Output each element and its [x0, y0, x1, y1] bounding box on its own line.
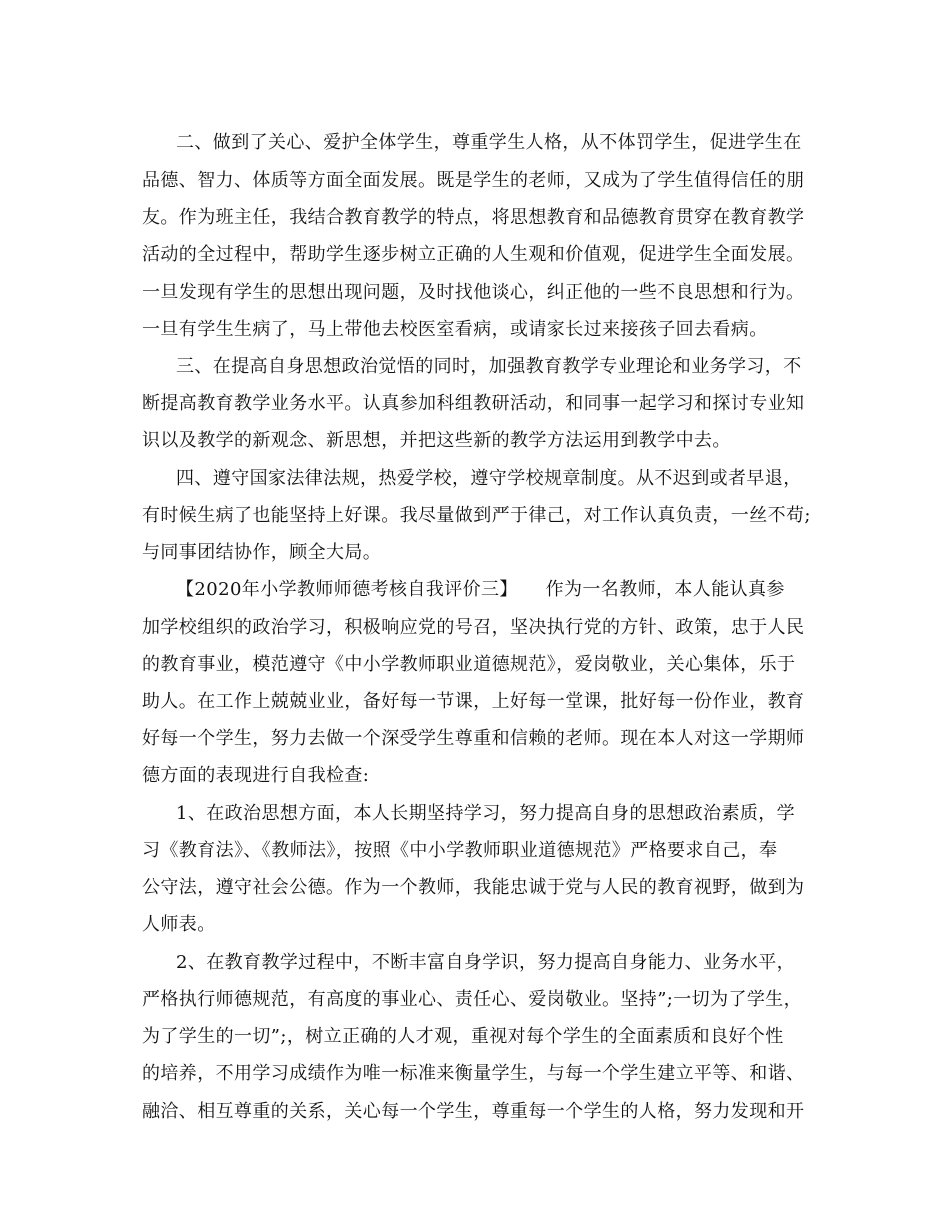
text-line: 断提高教育教学业务水平。认真参加科组教研活动，和同事一起学习和探讨专业知	[142, 393, 805, 414]
text-line: 一旦有学生生病了，马上带他去校医室看病，或请家长过来接孩子回去看病。	[142, 319, 768, 340]
text-line: 加学校组织的政治学习，积极响应党的号召，坚决执行党的方针、政策，忠于人民	[142, 617, 805, 638]
text-line: 德方面的表现进行自我检查:	[142, 765, 370, 786]
text-line: 一旦发现有学生的思想出现问题，及时找他谈心，纠正他的一些不良思想和行为。	[142, 282, 805, 303]
text-line: 习《教育法》、《教师法》，按照《中小学教师职业道德规范》严格要求自己，奉	[142, 840, 778, 861]
section-heading-line: 【2020年小学教师师德考核自我评价三】 作为一名教师，本人能认真参	[176, 579, 785, 600]
text-line: 1、在政治思想方面，本人长期坚持学习，努力提高自身的思想政治素质，学	[176, 803, 796, 824]
text-line: 二、做到了关心、爱护全体学生，尊重学生人格，从不体罚学生，促进学生在	[176, 132, 802, 153]
text-line: 识以及教学的新观念、新思想，并把这些新的教学方法运用到教学中去。	[142, 430, 731, 451]
text-line: 助人。在工作上兢兢业业，备好每一节课，上好每一堂课，批好每一份作业，教育	[142, 691, 805, 712]
text-line: 融洽、相互尊重的关系，关心每一个学生，尊重每一个学生的人格，努力发现和开	[142, 1101, 805, 1122]
text-line: 公守法，遵守社会公德。作为一个教师，我能忠诚于党与人民的教育视野，做到为	[142, 877, 805, 898]
text-line: 四、遵守国家法律法规，热爱学校，遵守学校规章制度。从不迟到或者早退，	[176, 468, 802, 489]
text-line: 严格执行师德规范，有高度的事业心、责任心、爱岗敬业。坚持”;一切为了学生，	[142, 989, 803, 1010]
text-line: 有时候生病了也能坚持上好课。我尽量做到严于律己，对工作认真负责，一丝不苟;	[142, 505, 811, 526]
text-line: 为了学生的一切”;，树立正确的人才观，重视对每个学生的全面素质和良好个性	[142, 1026, 784, 1047]
text-line: 好每一个学生，努力去做一个深受学生尊重和信赖的老师。现在本人对这一学期师	[142, 728, 805, 749]
text-line: 的培养，不用学习成绩作为唯一标准来衡量学生，与每一个学生建立平等、和谐、	[142, 1063, 805, 1084]
text-line: 活动的全过程中，帮助学生逐步树立正确的人生观和价值观，促进学生全面发展。	[142, 244, 805, 265]
text-line: 与同事团结协作，顾全大局。	[142, 542, 382, 563]
text-line: 友。作为班主任，我结合教育教学的特点，将思想教育和品德教育贯穿在教育教学	[142, 207, 805, 228]
text-line: 人师表。	[142, 914, 216, 935]
text-line: 三、在提高自身思想政治觉悟的同时，加强教育教学专业理论和业务学习，不	[176, 356, 802, 377]
text-line: 2、在教育教学过程中，不断丰富自身学识，努力提高自身能力、业务水平，	[176, 952, 796, 973]
text-line: 的教育事业，模范遵守《中小学教师职业道德规范》，爱岗敬业，关心集体，乐于	[142, 654, 796, 675]
text-line: 品德、智力、体质等方面全面发展。既是学生的老师，又成为了学生值得信任的朋	[142, 170, 805, 191]
